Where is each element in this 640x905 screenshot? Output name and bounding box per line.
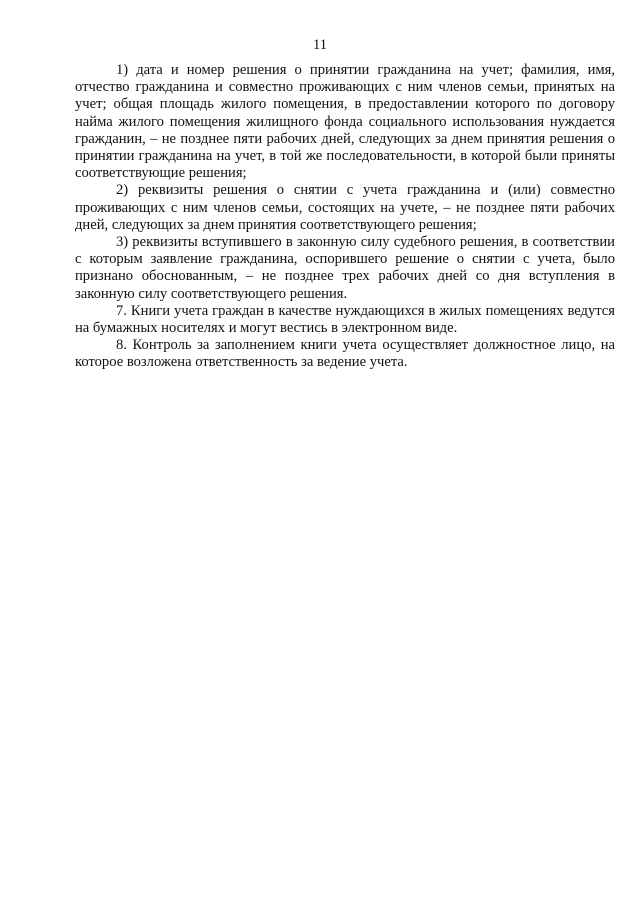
paragraph-item-1: 1) дата и номер решения о принятии гражданина на учет; фамилия, имя, отчество гражданина и совместно проживающих с ним членов семьи, принятых на учет; общая площадь жилого помещения, в предоставлении которого по договору найма жилого помещения жилищного фонда социального использования нуждается гражданин, – не позднее пяти рабочих дней, следующих за днем принятия решения о принятии гражданина на учет, в той же последовательности, в которой были приняты соответствующие решения;	[75, 62, 615, 182]
paragraph-section-7: 7. Книги учета граждан в качестве нуждающихся в жилых помещениях ведутся на бумажных носителях и могут вестись в электронном виде.	[75, 302, 615, 337]
paragraph-item-3: 3) реквизиты вступившего в законную силу судебного решения, в соответствии с которым заявление гражданина, оспорившего решение о снятии с учета, было признано обоснованным, – не позднее трех рабочих дней со дня вступления в законную силу соответствующего решения.	[75, 234, 615, 302]
page-number: 11	[313, 37, 327, 53]
paragraph-section-8: 8. Контроль за заполнением книги учета осуществляет должностное лицо, на которое возложена ответственность за ведение учета.	[75, 337, 615, 371]
paragraph-item-2: 2) реквизиты решения о снятии с учета гражданина и (или) совместно проживающих с ним членов семьи, состоящих на учете, – не позднее пяти рабочих дней, следующих за днем принятия соответствующего решения;	[75, 182, 615, 233]
document-body	[75, 62, 615, 372]
